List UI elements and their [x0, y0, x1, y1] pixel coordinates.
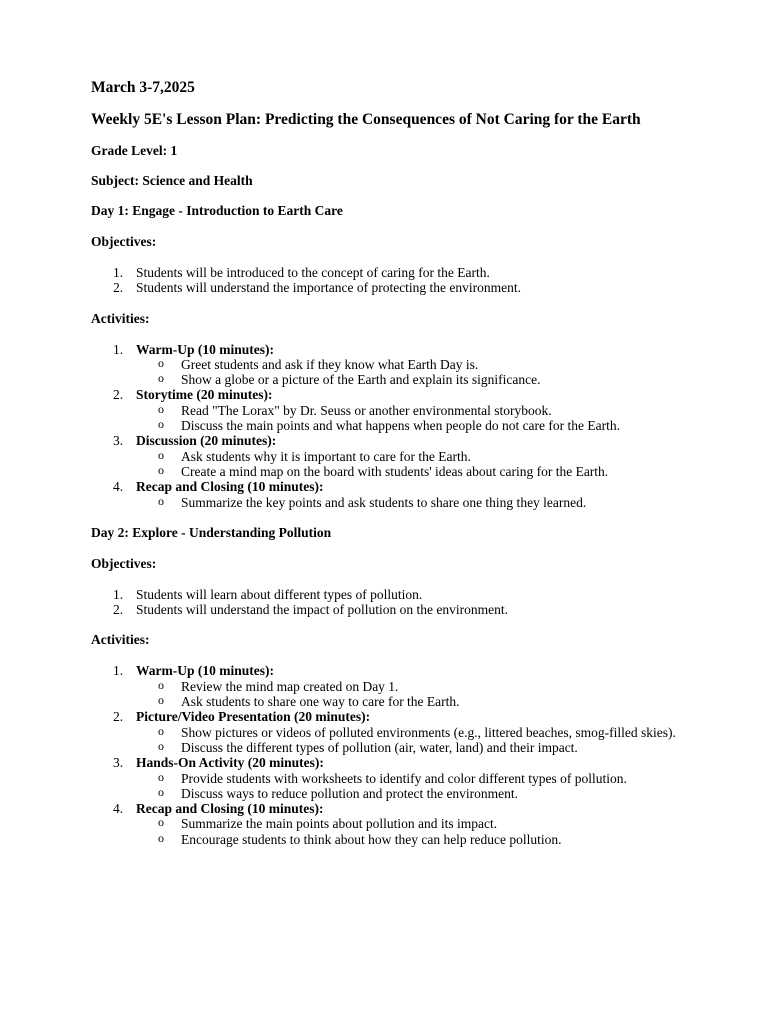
document-date: March 3-7,2025	[91, 79, 195, 96]
activity-step-text: Ask students to share one way to care for the Earth.	[181, 694, 460, 710]
activity-item	[91, 433, 678, 479]
activity-step-text: Ask students why it is important to care for the Earth.	[181, 448, 471, 464]
activity-step-text: Greet students and ask if they know what Earth Day is.	[181, 356, 479, 372]
list-number: 2.	[113, 280, 124, 296]
objective-text: Students will be introduced to the concept of caring for the Earth.	[136, 265, 490, 280]
activity-item	[91, 663, 678, 709]
activity-sublist	[136, 495, 678, 510]
day-1-heading: Day 1: Engage - Introduction to Earth Care	[91, 203, 343, 218]
activity-title: Discussion (20 minutes):	[136, 433, 277, 449]
list-item	[136, 725, 678, 740]
activity-step-text: Encourage students to think about how they can help reduce pollution.	[181, 831, 562, 847]
list-item	[136, 771, 678, 786]
day-2-section	[91, 525, 678, 847]
list-item	[136, 357, 678, 372]
objective-text: Students will learn about different types of pollution.	[136, 586, 423, 602]
activity-step-text: Review the mind map created on Day 1.	[181, 678, 399, 694]
document-title: Weekly 5E's Lesson Plan: Predicting the Consequences of Not Caring for the Earth	[91, 111, 641, 128]
list-item	[136, 740, 678, 755]
list-item	[91, 602, 678, 617]
bullet-icon: o	[158, 447, 164, 462]
bullet-icon: o	[158, 769, 164, 784]
list-item	[136, 495, 678, 510]
day-1-objectives-list	[91, 265, 678, 296]
activity-item	[91, 801, 678, 847]
activity-step-text: Discuss the main points and what happens when people do not care for the Earth.	[181, 418, 621, 434]
activity-sublist	[136, 357, 678, 388]
list-item	[91, 587, 678, 602]
bullet-icon: o	[158, 738, 164, 753]
day-1-objectives-label: Objectives:	[91, 234, 157, 249]
list-item	[136, 403, 678, 418]
activity-title: Warm-Up (10 minutes):	[136, 663, 274, 679]
list-number: 2.	[113, 387, 124, 403]
list-number: 1.	[113, 586, 124, 602]
list-item	[136, 418, 678, 433]
activity-step-text: Show pictures or videos of polluted environments (e.g., littered beaches, smog-filled skies).	[181, 724, 676, 740]
day-2-objectives-label: Objectives:	[91, 555, 157, 571]
activity-step-text: Summarize the main points about pollution and its impact.	[181, 816, 498, 832]
list-item	[91, 280, 678, 295]
day-1-activities-list	[91, 342, 678, 510]
day-2-objectives-list	[91, 587, 678, 618]
activity-title: Hands-On Activity (20 minutes):	[136, 755, 324, 771]
activity-step-text: Provide students with worksheets to identify and color different types of pollution.	[181, 770, 627, 786]
activity-item	[91, 709, 678, 755]
activity-title: Warm-Up (10 minutes):	[136, 341, 274, 357]
bullet-icon: o	[158, 493, 164, 508]
bullet-icon: o	[158, 723, 164, 738]
list-item	[136, 372, 678, 387]
list-number: 1.	[113, 265, 124, 280]
activity-step-text: Summarize the key points and ask students to share one thing they learned.	[181, 494, 587, 510]
bullet-icon: o	[158, 401, 164, 416]
day-2-activities-list	[91, 663, 678, 847]
day-1-activities-label: Activities:	[91, 310, 150, 326]
list-number: 1.	[113, 341, 124, 357]
bullet-icon: o	[158, 784, 164, 799]
activity-item	[91, 342, 678, 388]
activity-title: Recap and Closing (10 minutes):	[136, 479, 324, 495]
activity-item	[91, 387, 678, 433]
list-number: 4.	[113, 801, 124, 817]
activity-title: Storytime (20 minutes):	[136, 387, 273, 403]
activity-sublist	[136, 679, 678, 710]
activity-step-text: Show a globe or a picture of the Earth and explain its significance.	[181, 372, 541, 388]
day-2-activities-label: Activities:	[91, 632, 150, 648]
activity-sublist	[136, 771, 678, 802]
bullet-icon: o	[158, 417, 164, 432]
activity-item	[91, 479, 678, 510]
activity-sublist	[136, 403, 678, 434]
list-number: 3.	[113, 755, 124, 771]
list-item	[136, 679, 678, 694]
list-number: 3.	[113, 433, 124, 449]
activity-step-text: Discuss ways to reduce pollution and protect the environment.	[181, 785, 519, 801]
list-item	[136, 786, 678, 801]
subject: Subject: Science and Health	[91, 173, 253, 188]
bullet-icon: o	[158, 677, 164, 692]
bullet-icon: o	[158, 371, 164, 386]
list-item	[136, 832, 678, 847]
day-1-section	[91, 203, 678, 510]
activity-title: Picture/Video Presentation (20 minutes):	[136, 709, 371, 725]
list-number: 1.	[113, 663, 124, 679]
activity-step-text: Discuss the different types of pollution (air, water, land) and their impact.	[181, 739, 578, 755]
activity-sublist	[136, 816, 678, 847]
activity-step-text: Create a mind map on the board with students' ideas about caring for the Earth.	[181, 463, 609, 479]
bullet-icon: o	[158, 815, 164, 830]
bullet-icon: o	[158, 830, 164, 845]
list-item	[91, 265, 678, 280]
activity-item	[91, 755, 678, 801]
list-number: 2.	[113, 602, 124, 618]
list-item	[136, 816, 678, 831]
list-number: 2.	[113, 709, 124, 725]
list-item	[136, 694, 678, 709]
bullet-icon: o	[158, 355, 164, 370]
objective-text: Students will understand the impact of pollution on the environment.	[136, 602, 508, 618]
activity-title: Recap and Closing (10 minutes):	[136, 801, 324, 817]
activity-step-text: Read "The Lorax" by Dr. Seuss or another environmental storybook.	[181, 402, 552, 418]
list-item	[136, 464, 678, 479]
activity-sublist	[136, 449, 678, 480]
grade-level: Grade Level: 1	[91, 143, 178, 158]
list-item	[136, 449, 678, 464]
objective-text: Students will understand the importance of protecting the environment.	[136, 280, 522, 296]
bullet-icon: o	[158, 693, 164, 708]
day-2-heading: Day 2: Explore - Understanding Pollution	[91, 524, 332, 540]
list-number: 4.	[113, 479, 124, 495]
activity-sublist	[136, 725, 678, 756]
bullet-icon: o	[158, 462, 164, 477]
